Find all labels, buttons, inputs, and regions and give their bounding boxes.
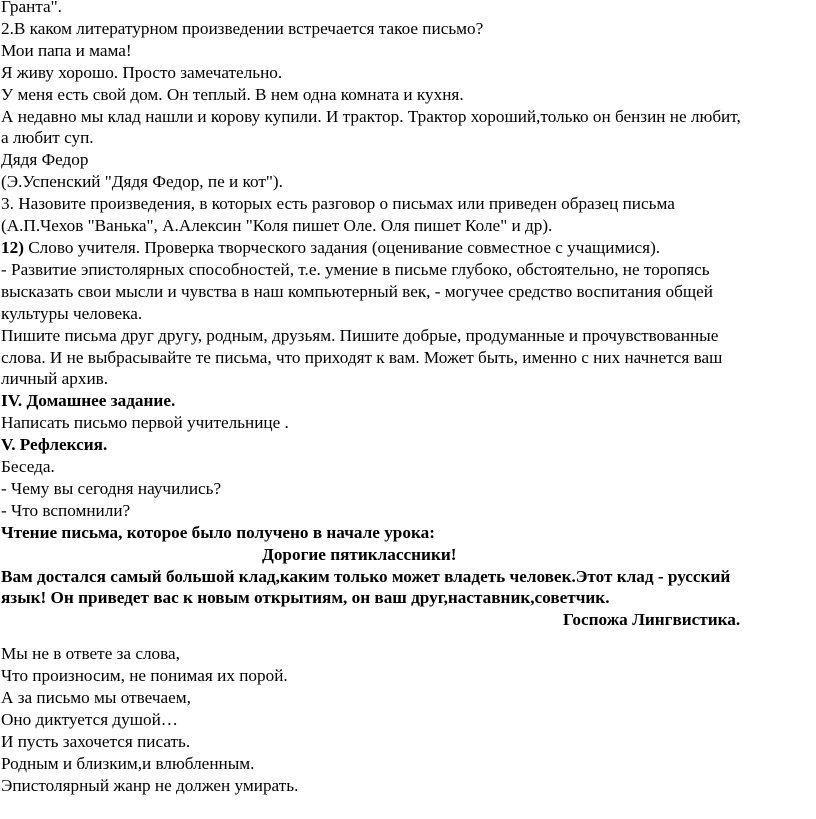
letter-line: а любит суп. bbox=[1, 128, 94, 148]
question-3-examples: (А.П.Чехов "Ванька", А.Алексин "Коля пишет Оле. Оля пишет Коле" и др). bbox=[1, 216, 553, 236]
text-line: Пишите письма друг другу, родным, друзьям. Пишите добрые, продуманные и прочувствованные bbox=[1, 325, 719, 345]
text-line: - Развитие эпистолярных способностей, т.е. умение в письме глубоко, обстоятельно, не торопясь bbox=[1, 259, 710, 279]
question-3: 3. Назовите произведения, в которых есть разговор о письмах или приведен образец письма bbox=[1, 194, 675, 214]
reading-heading: Чтение письма, которое было получено в начале урока: bbox=[1, 522, 435, 542]
poem-line: Оно диктуется душой… bbox=[1, 710, 178, 729]
letter-line: А недавно мы клад нашли и корову купили. И трактор. Трактор хороший,только он бензин не любит, bbox=[1, 106, 741, 126]
letter-body: язык! Он приведет вас к новым открытиям, он ваш друг,наставник,советчик. bbox=[1, 588, 610, 608]
question-2: 2.В каком литературном произведении встречается такое письмо? bbox=[1, 18, 484, 38]
spacer bbox=[0, 631, 816, 643]
text-line: Беседа. bbox=[1, 457, 55, 477]
text-line: - Что вспомнили? bbox=[1, 500, 131, 520]
poem-line: Мы не в ответе за слова, bbox=[1, 644, 180, 664]
section-heading-homework: IV. Домашнее задание. bbox=[1, 391, 176, 411]
poem-line: Родным и близким,и влюбленным. bbox=[1, 753, 255, 773]
step-number: 12) bbox=[1, 237, 24, 257]
letter-line: У меня есть свой дом. Он теплый. В нем одна комната и кухня. bbox=[1, 84, 464, 104]
step-text: Слово учителя. Проверка творческого задания (оценивание совместное с учащимися). bbox=[23, 237, 661, 257]
poem-line: Что произносим, не понимая их порой. bbox=[1, 666, 288, 686]
poem-line: И пусть захочется писать. bbox=[1, 731, 191, 751]
step-12 bbox=[0, 237, 816, 259]
letter-signature: Дядя Федор bbox=[1, 150, 89, 170]
letter-signature-linguistics: Госпожа Лингвистика. bbox=[563, 610, 741, 630]
section-heading-reflection: V. Рефлексия. bbox=[1, 435, 108, 455]
text-line: высказать свои мысли и чувства в наш компьютерный век, - могучее средство воспитания общей bbox=[1, 281, 713, 301]
letter-source: (Э.Успенский "Дядя Федор, пе и кот"). bbox=[1, 172, 283, 192]
text-line: личный архив. bbox=[1, 369, 109, 389]
poem-line: Эпистолярный жанр не должен умирать. bbox=[1, 775, 299, 795]
letter-line: Я живу хорошо. Просто замечательно. bbox=[1, 62, 283, 82]
text-line: культуры человека. bbox=[1, 303, 143, 323]
poem-line: А за письмо мы отвечаем, bbox=[1, 688, 191, 708]
letter-greeting: Мои папа и мама! bbox=[1, 40, 132, 60]
text-line: Гранта". bbox=[1, 0, 62, 16]
text-line: слова. И не выбрасывайте те письма, что приходят к вам. Может быть, именно с них начнется ваш bbox=[1, 347, 723, 367]
letter-salutation: Дорогие пятиклассники! bbox=[262, 544, 457, 564]
letter-body: Вам достался самый большой клад,каким только может владеть человек.Этот клад - русский bbox=[1, 566, 731, 586]
homework-text: Написать письмо первой учительнице . bbox=[1, 413, 289, 433]
text-line: - Чему вы сегодня научились? bbox=[1, 478, 222, 498]
